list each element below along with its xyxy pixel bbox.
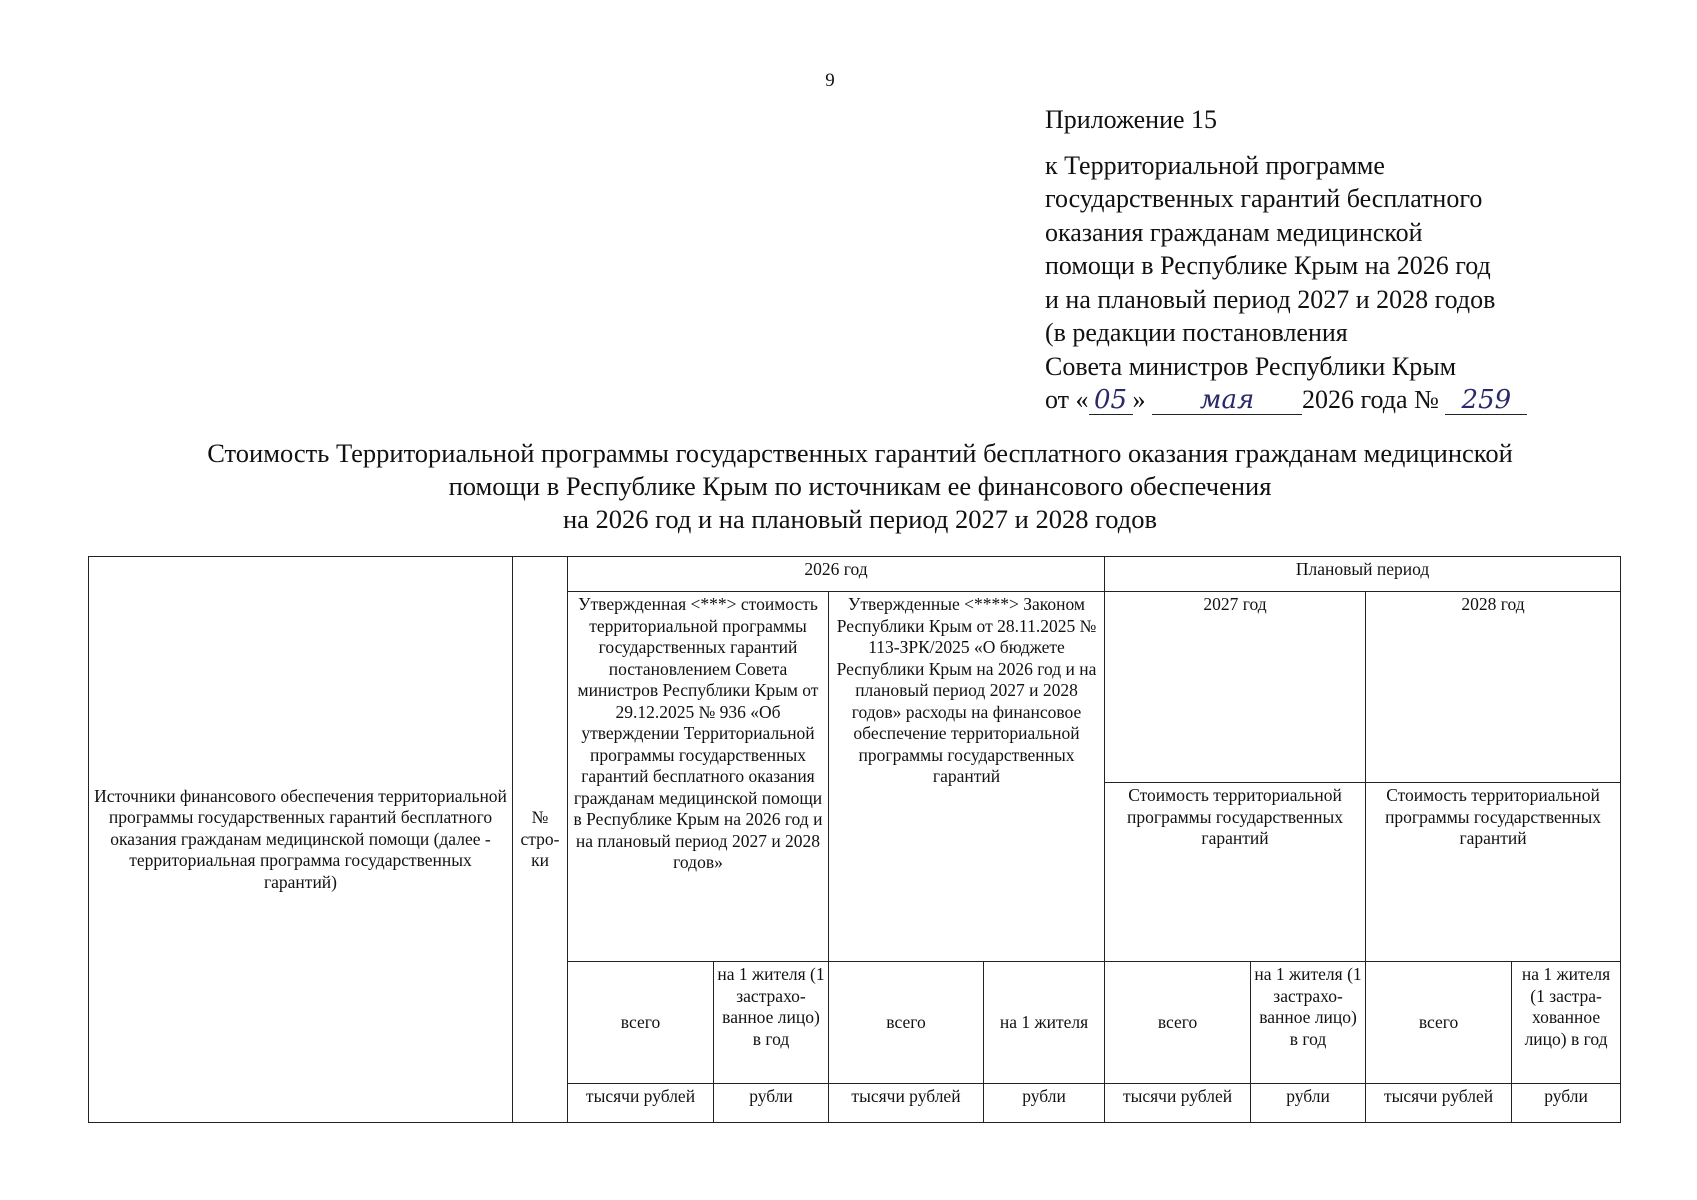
appendix-line: помощи в Республике Крым на 2026 год — [1045, 251, 1491, 280]
unit-rubles: рубли — [984, 1084, 1105, 1123]
title-line-1: Стоимость Территориальной программы государственных гарантий бесплатного оказания гражданам медицинской — [207, 438, 1513, 468]
appendix-line: государственных гарантий бесплатного — [1045, 184, 1483, 213]
header-year-2027: 2027 год — [1105, 592, 1366, 783]
unit-rubles: рубли — [1512, 1084, 1621, 1123]
unit-rubles: рубли — [1251, 1084, 1366, 1123]
header-row-number: № стро-ки — [513, 557, 568, 1123]
header-sources: Источники финансового обеспечения территориальной программы государственных гарантий бесплатного оказания гражданам медицинской помощи (далее - территориальная программа государственных гарантий) — [89, 557, 513, 1123]
col-total: всего — [1366, 962, 1512, 1084]
appendix-line: к Территориальной программе — [1045, 150, 1385, 180]
col-per-capita-insured: на 1 жителя (1 застрахо-ванное лицо) в год — [714, 962, 829, 1084]
appendix-line: оказания гражданам медицинской — [1045, 217, 1423, 247]
header-approved-law: Утвержденные <****> Законом Республики Крым от 28.11.2025 № 113-ЗРК/2025 «О бюджете Республики Крым на 2026 год и на плановый период 2027 и 2028 годов» расходы на финансовое обеспечение территориальной программы государственных гарантий — [829, 592, 1105, 962]
col-total: всего — [829, 962, 984, 1084]
unit-thousand-rubles: тысячи рублей — [829, 1084, 984, 1123]
cost-table — [88, 556, 1621, 1123]
unit-thousand-rubles: тысячи рублей — [568, 1084, 714, 1123]
document-title — [140, 437, 1580, 536]
appendix-line: и на плановый период 2027 и 2028 годов — [1045, 284, 1496, 314]
header-year-2028: 2028 год — [1366, 592, 1621, 783]
handwritten-number: 259 — [1445, 386, 1527, 415]
appendix-line: (в редакции постановления — [1045, 318, 1348, 347]
handwritten-month: мая — [1152, 386, 1302, 415]
col-total: всего — [1105, 962, 1251, 1084]
appendix-block — [1045, 103, 1605, 417]
unit-rubles: рубли — [714, 1084, 829, 1123]
page-number: 9 — [825, 70, 835, 91]
header-cost-2028: Стоимость территориальной программы государственных гарантий — [1366, 783, 1621, 962]
unit-thousand-rubles: тысячи рублей — [1366, 1084, 1512, 1123]
title-line-2: помощи в Республике Крым по источникам ее финансового обеспечения — [448, 471, 1272, 501]
signature-date-line — [1045, 383, 1605, 417]
sign-prefix: от « — [1045, 385, 1089, 414]
title-line-3: на 2026 год и на плановый период 2027 и 2028 годов — [562, 504, 1158, 534]
col-total: всего — [568, 962, 714, 1084]
header-year-2026: 2026 год — [568, 557, 1105, 592]
sign-year: 2026 года № — [1302, 385, 1439, 414]
header-cost-2027: Стоимость территориальной программы государственных гарантий — [1105, 783, 1366, 962]
col-per-capita: на 1 жителя — [984, 962, 1105, 1084]
header-approved-cost: Утвержденная <***> стоимость территориальной программы государственных гарантий постановлением Совета министров Республики Крым от 29.12.2025 № 936 «Об утверждении Территориальной программы государственных гарантий бесплатного оказания гражданам медицинской помощи в Республике Крым на 2026 год и на плановый период 2027 и 2028 годов» — [568, 592, 829, 962]
col-per-capita-insured: на 1 жителя (1 застра-хованное лицо) в год — [1512, 962, 1621, 1084]
col-per-capita-insured: на 1 жителя (1 застрахо-ванное лицо) в год — [1251, 962, 1366, 1084]
unit-thousand-rubles: тысячи рублей — [1105, 1084, 1251, 1123]
appendix-line: Совета министров Республики Крым — [1045, 351, 1457, 381]
appendix-title: Приложение 15 — [1045, 105, 1218, 134]
handwritten-day: 05 — [1089, 386, 1133, 415]
header-planned-period: Плановый период — [1105, 557, 1621, 592]
sign-quote-close: » — [1132, 385, 1146, 414]
